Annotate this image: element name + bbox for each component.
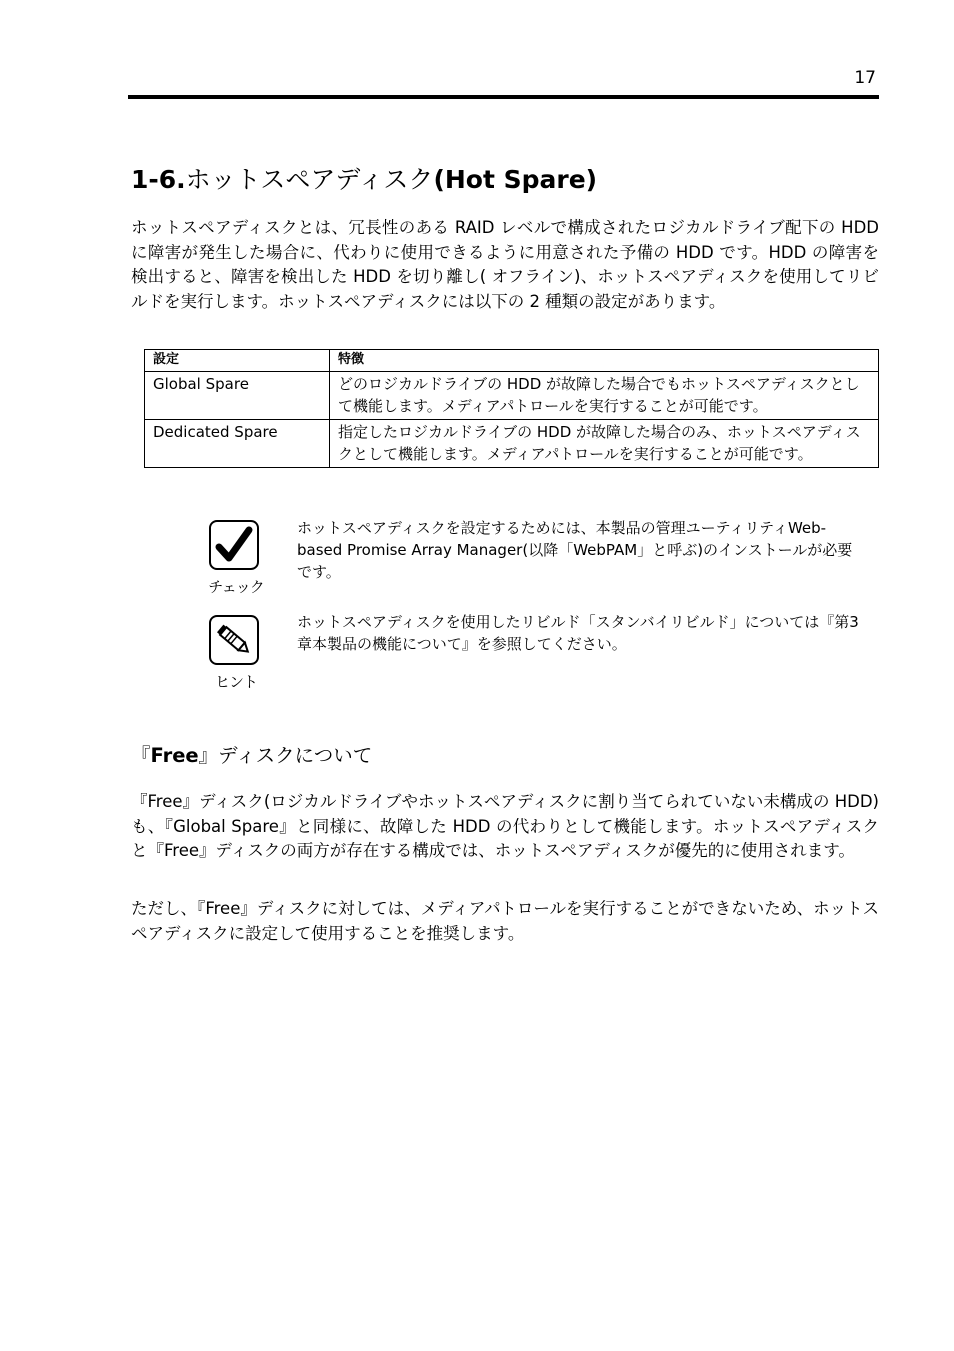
check-caption: チェック xyxy=(208,578,264,596)
check-note-icon xyxy=(208,520,264,597)
table-cell-setting: Global Spare xyxy=(145,372,330,420)
free-title-rest: 』ディスクについて xyxy=(198,744,373,767)
table-cell-feature: どのロジカルドライブの HDD が故障した場合でもホットスペアディスクとして機能します。メディアパトロールを実行することが可能です。 xyxy=(330,372,879,420)
hint-note-text: ホットスペアディスクを使用したリビルド「スタンバイリビルド」については『第3章本製品の機能について』を参照してください。 xyxy=(297,613,859,653)
table-cell-feature: 指定したロジカルドライブの HDD が故障した場合のみ、ホットスペアディスクとして機能します。メディアパトロールを実行することが可能です。 xyxy=(330,420,879,468)
table-header-setting: 設定 xyxy=(145,350,330,372)
section-title-en: (Hot Spare) xyxy=(433,165,598,194)
spare-types-table xyxy=(144,349,879,468)
hint-note-icon xyxy=(208,615,264,692)
free-title-open: 『 xyxy=(131,744,151,767)
check-icon xyxy=(209,520,259,570)
free-paragraph-1: 『Free』ディスク(ロジカルドライブやホットスペアディスクに割り当てられていない未構成の HDD)も、『Global Spare』と同様に、故障した HDD の代わりとして機能します。ホットスペアディスクと『Free』ディスクの両方が存在する構成では、ホットスペアディスクが優先的に使用されます。 xyxy=(131,792,879,860)
table-cell-setting: Dedicated Spare xyxy=(145,420,330,468)
section-title-jp: ホットスペアディスク xyxy=(185,165,434,194)
check-note-text: ホットスペアディスクを設定するためには、本製品の管理ユーティリティWeb-based Promise Array Manager(以降「WebPAM」と呼ぶ)のインストールが必要です。 xyxy=(297,519,853,581)
table-header-feature: 特徴 xyxy=(330,350,879,372)
table-header-row xyxy=(145,350,879,372)
table-row xyxy=(145,372,879,420)
free-title-bold: Free xyxy=(150,744,199,767)
intro-paragraph: ホットスペアディスクとは、冗長性のある RAID レベルで構成されたロジカルドライブ配下の HDD に障害が発生した場合に、代わりに使用できるように用意された予備の HDD です。HDD の障害を検出すると、障害を検出した HDD を切り離し( オフライン)、ホットスペアディスクを使用してリビルドを実行します。ホットスペアディスクには以下の 2 種類の設定があります。 xyxy=(131,218,879,311)
header-rule xyxy=(128,95,879,99)
free-disk-title xyxy=(131,740,372,768)
pencil-icon xyxy=(209,615,259,665)
free-paragraph-2: ただし、『Free』ディスクに対しては、メディアパトロールを実行することができないため、ホットスペアディスクに設定して使用することを推奨します。 xyxy=(131,899,879,943)
page-number: 17 xyxy=(854,68,876,88)
table-row xyxy=(145,420,879,468)
section-title xyxy=(131,160,597,196)
hint-caption: ヒント xyxy=(214,673,257,691)
section-number: 1-6. xyxy=(131,165,186,194)
